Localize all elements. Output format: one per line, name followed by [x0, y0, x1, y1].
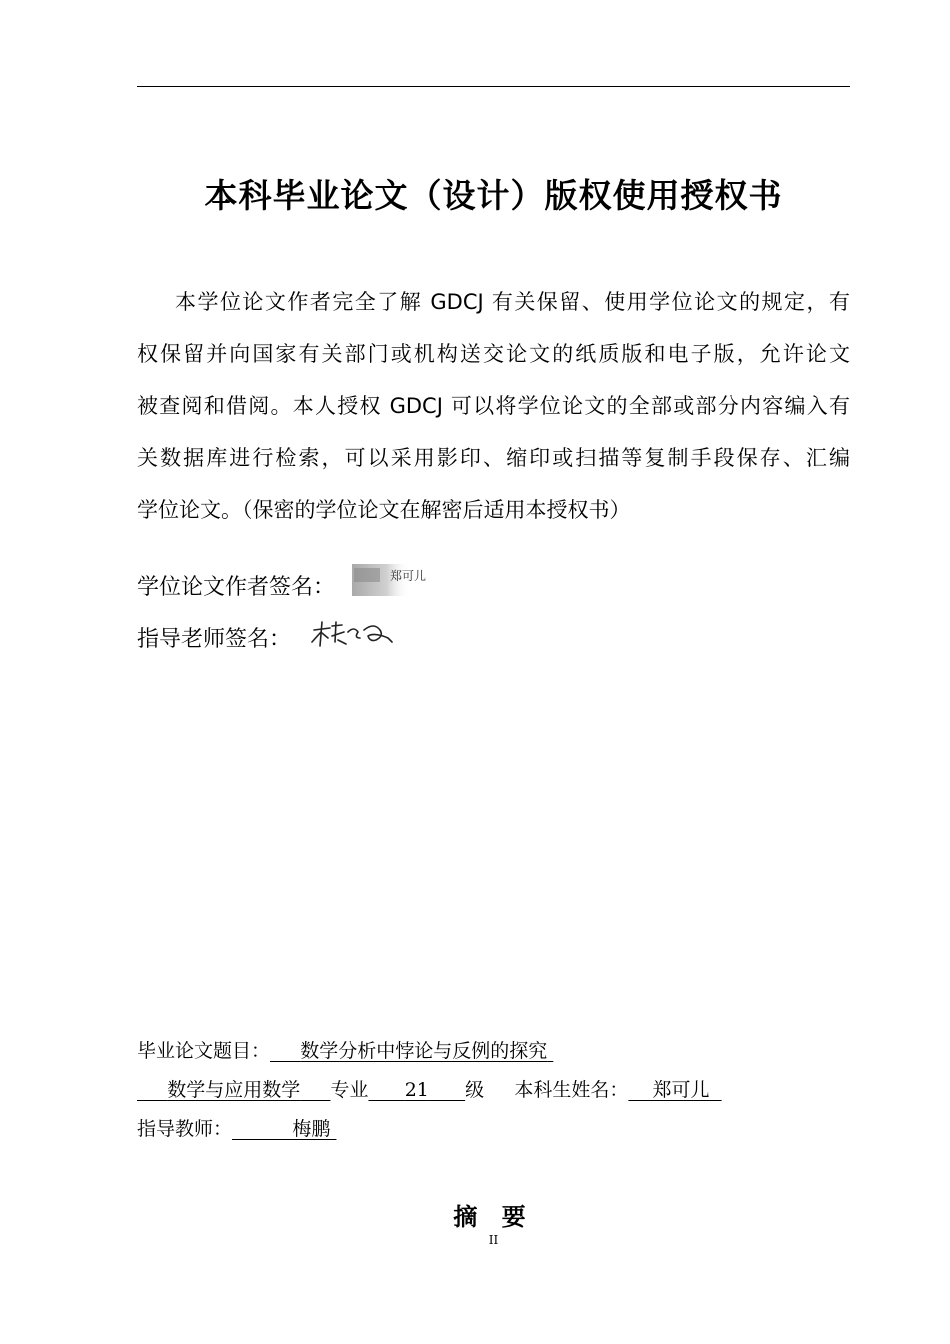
- major-label: 专业: [330, 1079, 369, 1101]
- grade-label: 级: [465, 1079, 485, 1101]
- advisor-signature-label: 指导老师签名：: [137, 627, 292, 652]
- authorization-paragraph: [137, 276, 850, 536]
- author-signature-row: [137, 570, 335, 601]
- author-signature-script: 郑可儿: [390, 569, 427, 583]
- paragraph-line-1: 本学位论文作者完全了解 GDCJ 有关保留、使用学位论文的规定，有: [175, 290, 850, 314]
- page-title: 本科毕业论文（设计）版权使用授权书: [204, 176, 783, 215]
- advisor-signature-image: [308, 618, 398, 652]
- paragraph-line-2: 权保留并向国家有关部门或机构送交论文的纸质版和电子版，允许论文: [137, 342, 850, 366]
- advisor-signature-row: [137, 622, 291, 653]
- paragraph-line-3: 被查阅和借阅。本人授权 GDCJ 可以将学位论文的全部或部分内容编入有: [137, 394, 850, 418]
- thesis-topic-label: 毕业论文题目：: [137, 1040, 271, 1062]
- student-name-label: 本科生姓名：: [514, 1079, 629, 1101]
- major-value: 数学与应用数学: [167, 1079, 301, 1101]
- advisor-value: 梅鹏: [292, 1118, 331, 1140]
- page-number: II: [488, 1233, 499, 1247]
- advisor-row: [137, 1114, 336, 1141]
- paragraph-line-4: 关数据库进行检索，可以采用影印、缩印或扫描等复制手段保存、汇编: [137, 446, 850, 470]
- thesis-topic-row: [137, 1036, 553, 1063]
- student-name-value: 郑可儿: [652, 1079, 710, 1101]
- paragraph-line-5: 学位论文。（保密的学位论文在解密后适用本授权书）: [137, 498, 631, 522]
- advisor-label: 指导教师：: [137, 1118, 233, 1140]
- header-rule: [137, 86, 850, 87]
- grade-value: 21: [404, 1079, 429, 1101]
- author-signature-image: [350, 560, 440, 600]
- abstract-heading: 摘 要: [453, 1203, 534, 1231]
- major-student-row: [137, 1075, 722, 1102]
- thesis-topic-value: 数学分析中悖论与反例的探究: [300, 1040, 548, 1062]
- author-signature-label: 学位论文作者签名：: [137, 575, 336, 600]
